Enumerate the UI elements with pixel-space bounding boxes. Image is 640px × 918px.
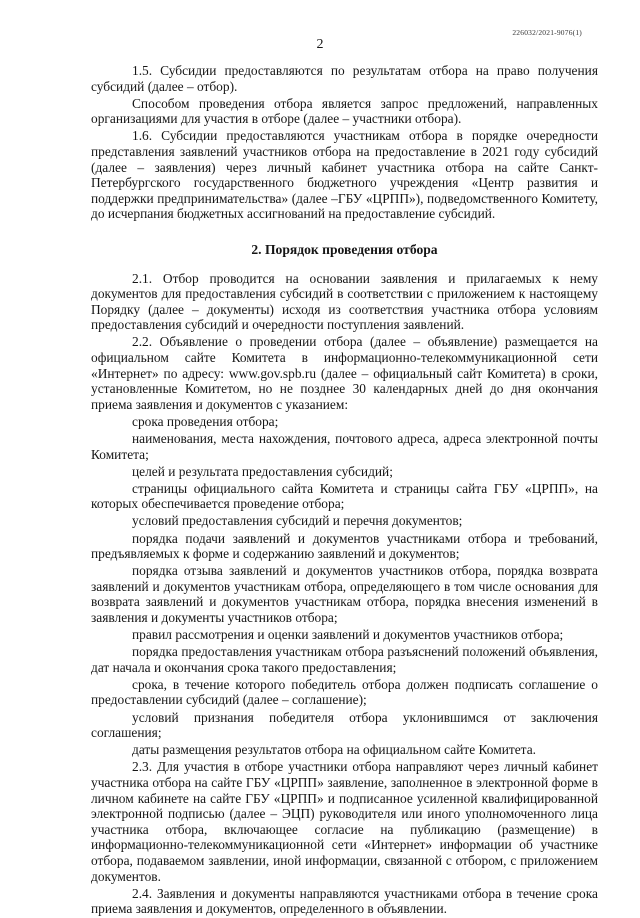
- list-item: порядка подачи заявлений и документов участниками отбора и требований, предъявляемых к форме и содержанию заявлений и документов;: [91, 530, 598, 562]
- paragraph: 1.6. Субсидии предоставляются участникам отбора в порядке очередности представления заявлений участников отбора на предоставление в 2021 году субсидий (далее – заявления) через личный кабинет участника отбора на сайте Санкт-Петербургского государственного бюджетного учреждения «Центр развития и поддержки предпринимательства» (далее –ГБУ «ЦРПП»), подведомственного Комитету, до исчерпания бюджетных ассигнований на предоставление субсидий.: [91, 128, 598, 222]
- paragraph: 2.2. Объявление о проведении отбора (далее – объявление) размещается на официальном сайте Комитета в информационно-телекоммуникационной сети «Интернет» по адресу: www.gov.spb.ru (далее – официальный сайт Комитета) в сроки, установленные Комитетом, но не позднее 30 календарных дней до дня окончания приема заявления и документов с указанием:: [91, 334, 598, 412]
- paragraph: 1.5. Субсидии предоставляются по результатам отбора на право получения субсидий (далее – отбор).: [91, 63, 598, 94]
- list-item: целей и результата предоставления субсидий;: [132, 463, 393, 479]
- section-heading: 2. Порядок проведения отбора: [251, 241, 438, 257]
- document-id: 226032/2021-9076(1): [512, 28, 582, 37]
- page-number: 2: [316, 37, 324, 52]
- list-item: наименования, места нахождения, почтового адреса, адреса электронной почты Комитета;: [91, 430, 598, 462]
- paragraph: Способом проведения отбора является запрос предложений, направленных организациями для участия в отборе (далее – участники отбора).: [91, 95, 598, 127]
- list-item: порядка отзыва заявлений и документов участников отбора, порядка возврата заявлений и документов участникам отбора, определяющего в том числе основания для возврата заявлений и документов участникам отбора, порядка внесения изменений в заявления и документы участников отбора;: [91, 563, 598, 625]
- list-item: условий признания победителя отбора уклонившимся от заключения соглашения;: [91, 709, 598, 741]
- list-item: срока, в течение которого победитель отбора должен подписать соглашение о предоставлении субсидий (далее – соглашение);: [91, 676, 598, 708]
- list-item: условий предоставления субсидий и перечня документов;: [132, 513, 463, 529]
- list-item: правил рассмотрения и оценки заявлений и документов участников отбора;: [132, 627, 564, 643]
- list-item: срока проведения отбора;: [132, 413, 279, 429]
- list-item: порядка предоставления участникам отбора разъяснений положений объявления, дат начала и окончания срока такого предоставления;: [91, 644, 598, 675]
- paragraph: 2.3. Для участия в отборе участники отбора направляют через личный кабинет участника отбора на сайте ГБУ «ЦРПП» заявление, заполненное в электронной форме в личном кабинете на сайте ГБУ «ЦРПП» и подписанное усиленной квалифицированной электронной подписью (далее – ЭЦП) руководителя или иного уполномоченного лица участника отбора, включающее согласие на публикацию (размещение) в информационно-телекоммуникационной сети «Интернет» информации об участнике отбора, подаваемом заявлении, иной информации, связанной с отбором, с приложением документов.: [91, 759, 598, 884]
- document-body: [91, 63, 598, 918]
- paragraph: 2.4. Заявления и документы направляются участниками отбора в течение срока приема заявления и документов, определенного в объявлении.: [91, 885, 598, 917]
- list-item: страницы официального сайта Комитета и страницы сайта ГБУ «ЦРПП», на которых обеспечивается проведение отбора;: [91, 480, 598, 512]
- list-item: даты размещения результатов отбора на официальном сайте Комитета.: [132, 742, 536, 758]
- paragraph: 2.1. Отбор проводится на основании заявления и прилагаемых к нему документов для предоставления субсидий в соответствии с приложением к настоящему Порядку (далее – документы) исходя из соответствия участника отбора условиям предоставления субсидий и очередности поступления заявлений.: [91, 270, 598, 333]
